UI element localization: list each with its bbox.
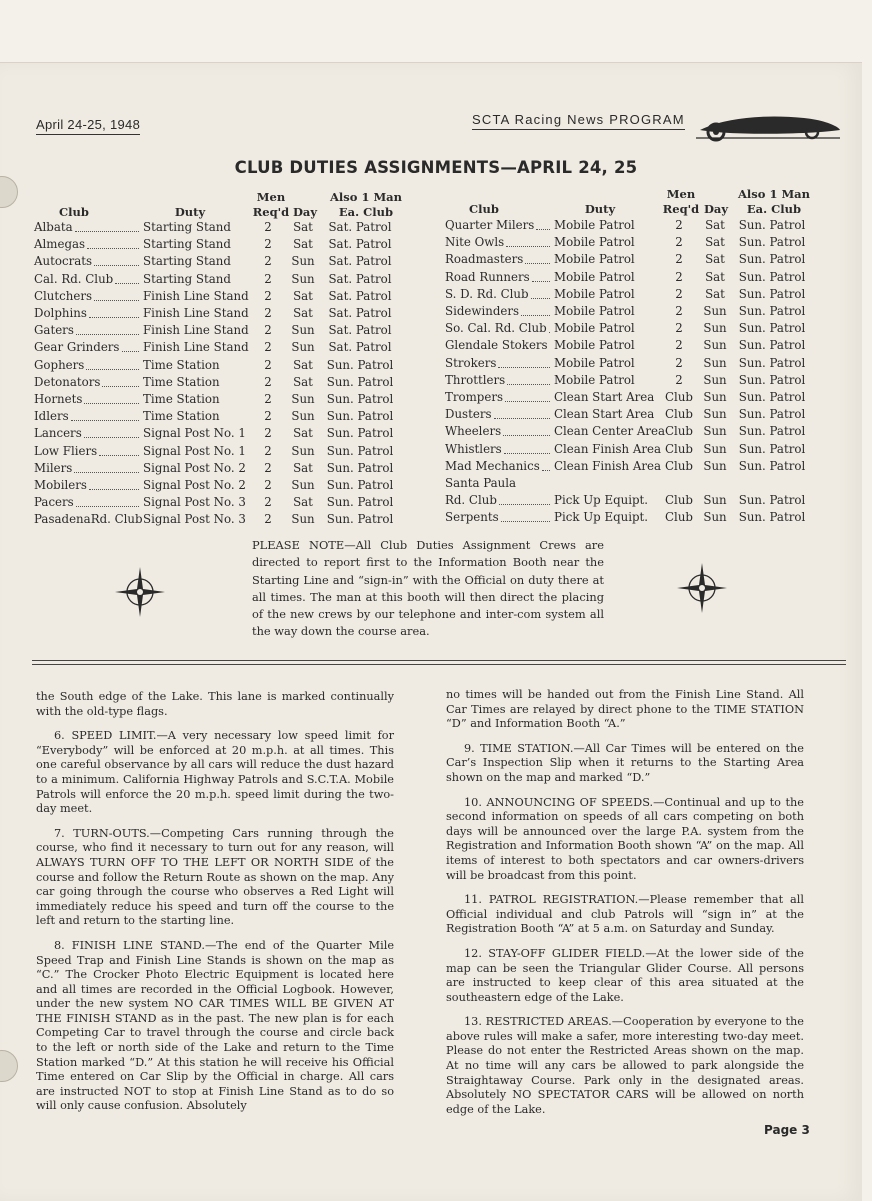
body-paragraph: 8. FINISH LINE STAND.—The end of the Quarter Mile Speed Trap and Finish Line Stands is shown on the map as “C.” The Crocker Photo Electric Equipment is located here and all times are recorded in the Official Logbook. However, under the new system NO CAR TIMES WILL BE GIVEN AT THE FINISH STAND as in the past. The new plan is for each Competing Car to travel through the course and circle back to the left or north side of the Lake and return to the Time Station marked “D.” At this station he will receive his Official Time entered on Car Slip by the Official in charge. All cars are instructed NOT to stop at Finish Line Stand as to do so will only cause confusion. Absolutely bbox=[36, 938, 394, 1113]
day: Sun bbox=[703, 304, 727, 318]
duty: Finish Line Stand bbox=[143, 340, 249, 355]
club-name: Trompers bbox=[445, 390, 504, 404]
dot-leader bbox=[506, 246, 550, 247]
patrol-day: Sun. Patrol bbox=[738, 355, 806, 370]
men-required: Club bbox=[665, 441, 693, 456]
body-paragraph: 9. TIME STATION.—All Car Times will be entered on the Car’s Inspection Slip when it returns to the Starting Area shown on the map and marked “D.” bbox=[446, 741, 804, 784]
right-col-duty: Duty bbox=[584, 202, 616, 216]
patrol-day: Sat. Patrol bbox=[328, 220, 392, 234]
please-note bbox=[252, 537, 604, 641]
club-name: Autocrats bbox=[34, 254, 93, 269]
men-required: 2 bbox=[264, 340, 272, 355]
duty: Mobile Patrol bbox=[554, 286, 635, 301]
men-required: 2 bbox=[264, 323, 272, 338]
patrol-day: Sun. Patrol bbox=[326, 357, 394, 372]
dot-leader bbox=[499, 504, 550, 505]
duty: Signal Post No. 1 bbox=[143, 443, 246, 458]
day: Sun bbox=[291, 392, 315, 406]
men-required: 2 bbox=[675, 338, 683, 353]
patrol-day: Sun. Patrol bbox=[326, 460, 394, 475]
men-required: 2 bbox=[264, 237, 272, 252]
day: Sat bbox=[293, 460, 313, 475]
right-body-column bbox=[446, 688, 804, 1127]
club-name: Throttlers bbox=[445, 372, 506, 387]
patrol-day: Sun. Patrol bbox=[738, 510, 806, 525]
dot-leader bbox=[84, 403, 139, 404]
men-required: 2 bbox=[675, 218, 683, 232]
duty: Finish Line Stand bbox=[143, 323, 249, 338]
duty: Clean Center Area bbox=[554, 424, 666, 439]
club-name: Milers bbox=[34, 460, 73, 475]
club-name: Lancers bbox=[34, 426, 82, 441]
men-required: 2 bbox=[675, 321, 683, 336]
dot-leader bbox=[89, 489, 139, 490]
club-name: Gaters bbox=[34, 323, 74, 338]
men-required: 2 bbox=[264, 409, 272, 424]
patrol-day: Sun. Patrol bbox=[738, 338, 806, 353]
club-name: Dusters bbox=[445, 407, 492, 422]
left-col-club: Club bbox=[59, 205, 89, 219]
right-col-also-top: Also 1 Man bbox=[738, 187, 810, 201]
patrol-day: Sun. Patrol bbox=[738, 286, 806, 301]
men-required: 2 bbox=[264, 512, 272, 527]
men-required: Club bbox=[665, 424, 693, 439]
duty: Mobile Patrol bbox=[554, 235, 635, 250]
patrol-day: Sun. Patrol bbox=[738, 252, 806, 267]
club-name: Nite Owls bbox=[445, 235, 505, 250]
right-col-club: Club bbox=[469, 202, 499, 216]
body-paragraph: 12. STAY-OFF GLIDER FIELD.—At the lower side of the map can be seen the Triangular Glider Course. All persons are instructed to keep clear of this area situated at the southeastern edge of the Lake. bbox=[446, 946, 804, 1004]
duty: Mobile Patrol bbox=[554, 372, 635, 387]
dot-leader bbox=[532, 281, 550, 282]
dot-leader bbox=[503, 435, 550, 436]
duty: Starting Stand bbox=[143, 220, 231, 234]
day: Sun bbox=[291, 512, 315, 527]
right-col-also-bottom: Ea. Club bbox=[746, 202, 802, 216]
duty: Clean Start Area bbox=[554, 407, 655, 422]
men-required: 2 bbox=[264, 357, 272, 372]
day: Sun bbox=[703, 441, 727, 456]
day: Sun bbox=[703, 424, 727, 439]
patrol-day: Sun. Patrol bbox=[326, 409, 394, 424]
club-name: PasadenaRd. Club bbox=[34, 512, 143, 527]
patrol-day: Sun. Patrol bbox=[326, 512, 394, 527]
dot-leader bbox=[89, 317, 139, 318]
men-required: 2 bbox=[264, 426, 272, 441]
club-name: Rd. Club bbox=[445, 493, 497, 508]
left-col-also-top: Also 1 Man bbox=[330, 190, 402, 204]
day: Sat bbox=[293, 220, 313, 234]
patrol-day: Sat. Patrol bbox=[328, 340, 392, 355]
men-required: 2 bbox=[264, 495, 272, 510]
left-col-men-top: Men bbox=[256, 190, 286, 204]
body-paragraph: no times will be handed out from the Finish Line Stand. All Car Times are relayed by direct phone to the TIME STATION “D” and Information Booth “A.” bbox=[446, 688, 804, 731]
duty: Pick Up Equipt. bbox=[554, 510, 649, 525]
duty: Signal Post No. 3 bbox=[143, 512, 246, 527]
patrol-day: Sun. Patrol bbox=[738, 441, 806, 456]
patrol-day: Sun. Patrol bbox=[738, 458, 806, 473]
men-required: Club bbox=[665, 407, 693, 422]
patrol-day: Sun. Patrol bbox=[326, 495, 394, 510]
dot-leader bbox=[99, 455, 139, 456]
dot-leader bbox=[115, 283, 139, 284]
body-paragraph: the South edge of the Lake. This lane is marked continually with the old-type flags. bbox=[36, 690, 394, 718]
club-name: Whistlers bbox=[445, 441, 502, 456]
men-required: 2 bbox=[675, 252, 683, 267]
day: Sun bbox=[291, 254, 315, 269]
duty: Mobile Patrol bbox=[554, 252, 635, 267]
men-required: 2 bbox=[264, 254, 272, 269]
patrol-day: Sat. Patrol bbox=[328, 237, 392, 252]
club-name: So. Cal. Rd. Club bbox=[445, 321, 547, 336]
day: Sun bbox=[703, 510, 727, 525]
day: Sat bbox=[293, 374, 313, 389]
day: Sat bbox=[705, 235, 725, 250]
club-name: Roadmasters bbox=[445, 252, 524, 267]
left-body-column bbox=[36, 690, 394, 1124]
body-paragraph: 13. RESTRICTED AREAS.—Cooperation by everyone to the above rules will make a safer, more interesting two-day meet. Please do not enter the Restricted Areas shown on the map. At no time will any cars be allowed to park alongside the Straightaway Course. Park only in the designated areas. Absolutely NO SPECTATOR CARS will be allowed on north edge of the Lake. bbox=[446, 1015, 804, 1116]
dot-leader bbox=[505, 401, 550, 402]
patrol-day: Sun. Patrol bbox=[738, 218, 806, 232]
duty: Signal Post No. 2 bbox=[143, 460, 246, 475]
club-name: Idlers bbox=[34, 409, 69, 424]
day: Sat bbox=[293, 495, 313, 510]
club-name: Clutchers bbox=[34, 288, 93, 303]
duty: Mobile Patrol bbox=[554, 218, 635, 232]
day: Sun bbox=[291, 478, 315, 492]
patrol-day: Sat. Patrol bbox=[328, 254, 392, 269]
day: Sat bbox=[293, 357, 313, 372]
men-required: Club bbox=[665, 493, 693, 508]
body-paragraph: 10. ANNOUNCING OF SPEEDS.—Continual and up to the second information on speeds of all cars competing on both days will be announced over the large P.A. system from the Registration and Information Booth shown “A” on the map. All items of interest to both spectators and car owners-drivers will be broadcast from this point. bbox=[446, 795, 804, 882]
club-name: Mobilers bbox=[34, 478, 87, 492]
day: Sat bbox=[293, 426, 313, 441]
day: Sun bbox=[703, 390, 727, 404]
dot-leader bbox=[87, 248, 139, 249]
club-name: Gophers bbox=[34, 357, 85, 372]
day: Sat bbox=[705, 252, 725, 267]
dot-leader bbox=[94, 265, 139, 266]
left-col-men-bottom: Req'd bbox=[252, 205, 290, 219]
page-number: Page 3 bbox=[764, 1123, 810, 1137]
patrol-day: Sun. Patrol bbox=[738, 304, 806, 318]
duty: Mobile Patrol bbox=[554, 355, 635, 370]
men-required: 2 bbox=[675, 235, 683, 250]
day: Sun bbox=[703, 407, 727, 422]
day: Sun bbox=[291, 409, 315, 424]
club-name: Strokers bbox=[445, 355, 497, 370]
club-name: Road Runners bbox=[445, 269, 530, 284]
left-col-also-bottom: Ea. Club bbox=[338, 205, 394, 219]
right-col-men-top: Men bbox=[666, 187, 696, 201]
page-title: CLUB DUTIES ASSIGNMENTS—APRIL 24, 25 bbox=[234, 158, 638, 177]
patrol-day: Sun. Patrol bbox=[326, 478, 394, 492]
club-name: Glendale Stokers bbox=[445, 338, 548, 353]
duty: Starting Stand bbox=[143, 254, 231, 269]
dot-leader bbox=[507, 384, 550, 385]
dot-leader bbox=[122, 351, 139, 352]
dot-leader bbox=[74, 472, 139, 473]
dot-leader bbox=[76, 506, 139, 507]
day: Sat bbox=[705, 269, 725, 284]
club-name: Mad Mechanics bbox=[445, 458, 540, 473]
patrol-day: Sun. Patrol bbox=[326, 392, 394, 406]
club-name: Hornets bbox=[34, 392, 83, 406]
dot-leader bbox=[536, 229, 550, 230]
duty: Mobile Patrol bbox=[554, 338, 635, 353]
duty: Signal Post No. 3 bbox=[143, 495, 246, 510]
dot-leader bbox=[525, 263, 550, 264]
day: Sun bbox=[291, 340, 315, 355]
duty: Finish Line Stand bbox=[143, 306, 249, 320]
dot-leader bbox=[84, 437, 139, 438]
duty: Clean Start Area bbox=[554, 390, 655, 404]
duty: Clean Finish Area bbox=[554, 441, 662, 456]
patrol-day: Sat. Patrol bbox=[328, 288, 392, 303]
patrol-day: Sun. Patrol bbox=[326, 443, 394, 458]
left-col-day: Day bbox=[292, 205, 318, 219]
men-required: 2 bbox=[675, 269, 683, 284]
day: Sun bbox=[291, 323, 315, 338]
day: Sat bbox=[293, 306, 313, 320]
men-required: Club bbox=[665, 390, 693, 404]
club-name: Serpents bbox=[445, 510, 499, 525]
dot-leader bbox=[71, 420, 139, 421]
day: Sat bbox=[293, 237, 313, 252]
duty: Starting Stand bbox=[143, 271, 231, 286]
patrol-day: Sun. Patrol bbox=[738, 235, 806, 250]
patrol-day: Sun. Patrol bbox=[738, 269, 806, 284]
duty: Pick Up Equipt. bbox=[554, 493, 649, 508]
duty: Time Station bbox=[143, 357, 220, 372]
men-required: 2 bbox=[675, 355, 683, 370]
duty: Mobile Patrol bbox=[554, 269, 635, 284]
club-name: Detonators bbox=[34, 374, 101, 389]
dot-leader bbox=[86, 369, 139, 370]
compass-ornament-icon bbox=[676, 562, 728, 614]
please-note-text: PLEASE NOTE—All Club Duties Assignment Crews are directed to report first to the Information Booth near the Starting Line and “sign-in” with the Official on duty there at all times. The man at this booth will then direct the placing of the new crews by our telephone and inter-com system all the way down the course area. bbox=[252, 538, 604, 639]
body-paragraph: 6. SPEED LIMIT.—A very necessary low speed limit for “Everybody” will be enforced at 20 m.p.h. at all times. This one careful observance by all cars will reduce the dust hazard to a minimum. California Highway Patrols and S.C.T.A. Mobile Patrols will enforce the 20 m.p.h. speed limit during the two-day meet. bbox=[36, 729, 394, 816]
right-col-men-bottom: Req'd bbox=[662, 202, 700, 216]
day: Sat bbox=[705, 218, 725, 232]
men-required: 2 bbox=[264, 478, 272, 492]
men-required: 2 bbox=[264, 288, 272, 303]
duty: Signal Post No. 1 bbox=[143, 426, 246, 441]
dot-leader bbox=[94, 300, 139, 301]
men-required: 2 bbox=[675, 372, 683, 387]
duty: Time Station bbox=[143, 392, 220, 406]
duty: Starting Stand bbox=[143, 237, 231, 252]
day: Sun bbox=[703, 338, 727, 353]
dot-leader bbox=[501, 521, 550, 522]
compass-ornament-icon bbox=[114, 566, 166, 618]
left-col-duty: Duty bbox=[174, 205, 206, 219]
dot-leader bbox=[494, 418, 550, 419]
club-name: Cal. Rd. Club bbox=[34, 271, 114, 286]
club-name: Dolphins bbox=[34, 306, 87, 320]
club-name: S. D. Rd. Club bbox=[445, 286, 529, 301]
men-required: 2 bbox=[264, 271, 272, 286]
club-name: Almegas bbox=[34, 237, 86, 252]
dot-leader bbox=[76, 334, 139, 335]
men-required: 2 bbox=[264, 374, 272, 389]
men-required: 2 bbox=[264, 306, 272, 320]
publication-title: SCTA Racing News PROGRAM bbox=[472, 112, 685, 130]
day: Sun bbox=[703, 321, 727, 336]
patrol-day: Sun. Patrol bbox=[738, 321, 806, 336]
duty: Clean Finish Area bbox=[554, 458, 662, 473]
dot-leader bbox=[102, 386, 139, 387]
club-name: Santa Paula bbox=[445, 476, 517, 490]
patrol-day: Sun. Patrol bbox=[326, 374, 394, 389]
dot-leader bbox=[549, 332, 550, 333]
race-car-icon bbox=[694, 108, 844, 142]
duty: Mobile Patrol bbox=[554, 304, 635, 318]
duty: Time Station bbox=[143, 374, 220, 389]
dot-leader bbox=[542, 470, 550, 471]
body-paragraph: 11. PATROL REGISTRATION.—Please remember that all Official individual and club Patrols will “sign in” at the Registration Booth “A” at 5 a.m. on Saturday and Sunday. bbox=[446, 893, 804, 936]
club-name: Wheelers bbox=[445, 424, 502, 439]
club-name: Gear Grinders bbox=[34, 340, 120, 355]
day: Sun bbox=[703, 372, 727, 387]
dot-leader bbox=[498, 367, 550, 368]
day: Sun bbox=[703, 493, 727, 508]
patrol-day: Sat. Patrol bbox=[328, 271, 392, 286]
dot-leader bbox=[504, 453, 550, 454]
men-required: Club bbox=[665, 510, 693, 525]
dot-leader bbox=[521, 315, 550, 316]
duty: Signal Post No. 2 bbox=[143, 478, 246, 492]
day: Sat bbox=[705, 286, 725, 301]
men-required: 2 bbox=[264, 443, 272, 458]
day: Sun bbox=[291, 271, 315, 286]
body-paragraph: 7. TURN-OUTS.—Competing Cars running through the course, who find it necessary to turn out for any reason, will ALWAYS TURN OFF TO THE LEFT OR NORTH SIDE of the course and follow the Return Route as shown on the map. Any car going through the course who observes a Red Light will immediately reduce his speed and turn off the course to the left and return to the starting line. bbox=[36, 826, 394, 928]
dot-leader bbox=[531, 298, 550, 299]
patrol-day: Sun. Patrol bbox=[738, 493, 806, 508]
patrol-day: Sun. Patrol bbox=[738, 372, 806, 387]
day: Sun bbox=[703, 458, 727, 473]
men-required: 2 bbox=[675, 304, 683, 318]
issue-date: April 24-25, 1948 bbox=[36, 117, 140, 135]
right-col-day: Day bbox=[703, 202, 729, 216]
men-required: 2 bbox=[675, 286, 683, 301]
men-required: Club bbox=[665, 458, 693, 473]
club-name: Sidewinders bbox=[445, 304, 520, 318]
patrol-day: Sat. Patrol bbox=[328, 323, 392, 338]
day: Sun bbox=[703, 355, 727, 370]
duty: Time Station bbox=[143, 409, 220, 424]
club-name: Quarter Milers bbox=[445, 218, 535, 232]
men-required: 2 bbox=[264, 392, 272, 406]
duty: Finish Line Stand bbox=[143, 288, 249, 303]
patrol-day: Sun. Patrol bbox=[326, 426, 394, 441]
patrol-day: Sun. Patrol bbox=[738, 424, 806, 439]
day: Sun bbox=[291, 443, 315, 458]
divider-rule bbox=[32, 660, 846, 661]
patrol-day: Sun. Patrol bbox=[738, 390, 806, 404]
day: Sat bbox=[293, 288, 313, 303]
duty: Mobile Patrol bbox=[554, 321, 635, 336]
men-required: 2 bbox=[264, 460, 272, 475]
men-required: 2 bbox=[264, 220, 272, 234]
divider-rule bbox=[32, 664, 846, 665]
patrol-day: Sun. Patrol bbox=[738, 407, 806, 422]
club-name: Albata bbox=[34, 220, 73, 234]
dot-leader bbox=[75, 231, 139, 232]
club-name: Low Fliers bbox=[34, 443, 98, 458]
patrol-day: Sat. Patrol bbox=[328, 306, 392, 320]
club-name: Pacers bbox=[34, 495, 74, 510]
